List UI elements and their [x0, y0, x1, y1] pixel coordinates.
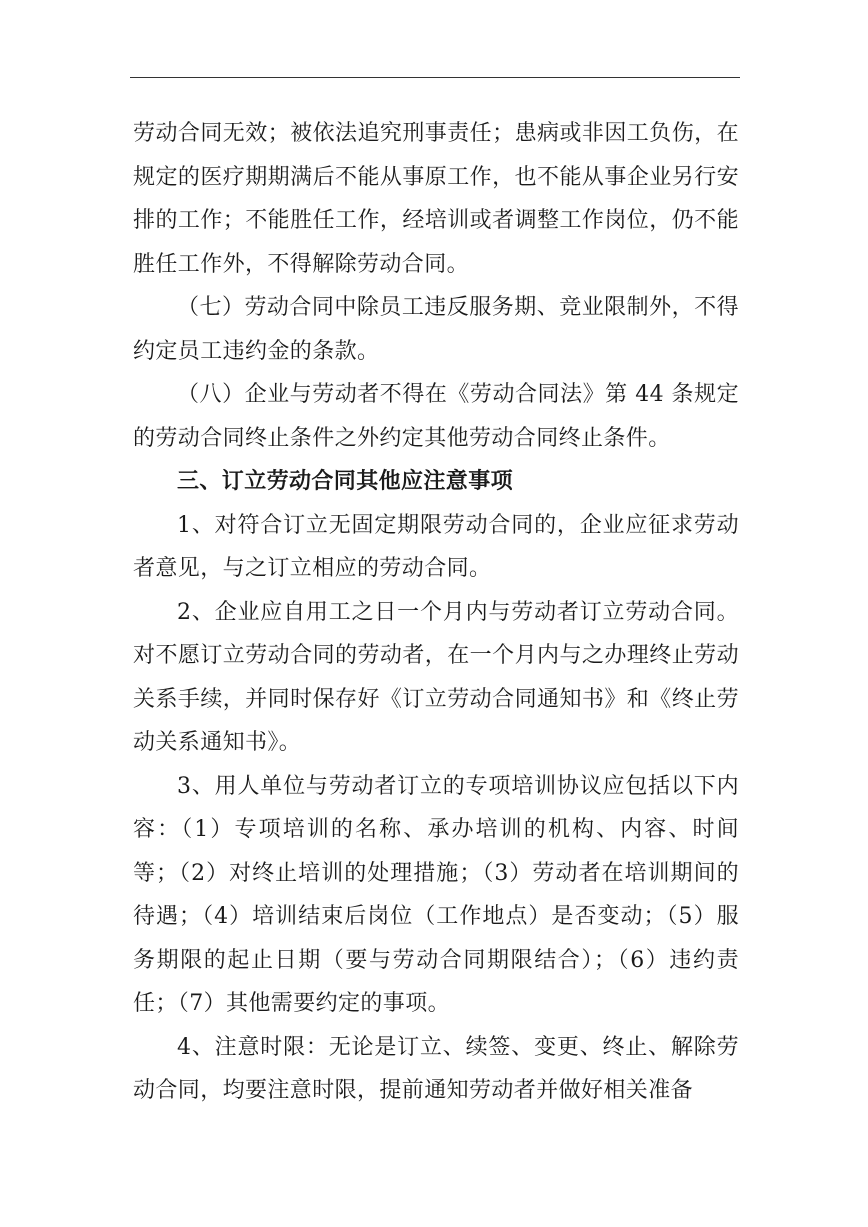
header-rule: [130, 77, 740, 78]
section-heading: 三、订立劳动合同其他应注意事项: [177, 469, 514, 494]
paragraph-item-8: （八）企业与劳动者不得在《劳动合同法》第 44 条规定的劳动合同终止条件之外约定其他劳动合同终止条件。: [133, 382, 739, 451]
paragraph-point-2: 2、企业应自用工之日一个月内与劳动者订立劳动合同。对不愿订立劳动合同的劳动者，在一个月内与之办理终止劳动关系手续，并同时保存好《订立劳动合同通知书》和《终止劳动关系通知书》。: [133, 599, 739, 755]
paragraph-item-7: （七）劳动合同中除员工违反服务期、竞业限制外，不得约定员工违约金的条款。: [133, 295, 739, 364]
paragraph-continuation: 劳动合同无效；被依法追究刑事责任；患病或非因工负伤，在规定的医疗期期满后不能从事原工作，也不能从事企业另行安排的工作；不能胜任工作，经培训或者调整工作岗位，仍不能胜任工作外，不得解除劳动合同。: [133, 121, 739, 277]
paragraph-point-1: 1、对符合订立无固定期限劳动合同的，企业应征求劳动者意见，与之订立相应的劳动合同。: [133, 512, 739, 581]
paragraph-point-4: 4、注意时限：无论是订立、续签、变更、终止、解除劳动合同，均要注意时限，提前通知劳动者并做好相关准备: [133, 1034, 739, 1103]
document-body: [133, 112, 739, 1113]
paragraph-point-3: 3、用人单位与劳动者订立的专项培训协议应包括以下内容：（1）专项培训的名称、承办培训的机构、内容、时间等；（2）对终止培训的处理措施；（3）劳动者在培训期间的待遇；（4）培训结束后岗位（工作地点）是否变动；（5）服务期限的起止日期（要与劳动合同期限结合）；（6）违约责任；（7）其他需要约定的事项。: [133, 773, 739, 1016]
